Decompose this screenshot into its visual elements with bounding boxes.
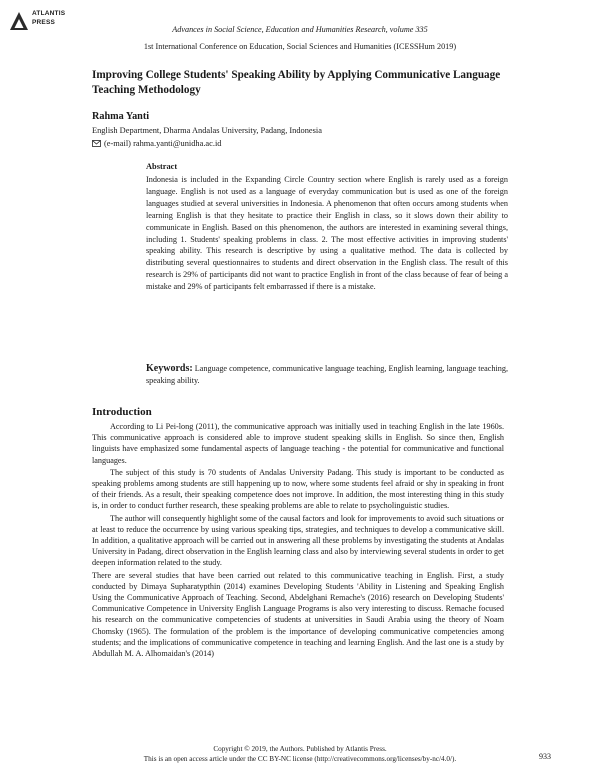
footer-copyright: Copyright © 2019, the Authors. Published by Atlantis Press. [213, 745, 387, 753]
logo-line-1: ATLANTIS [32, 10, 66, 17]
introduction-body [92, 421, 504, 659]
author-affiliation: English Department, Dharma Andalas University, Padang, Indonesia [92, 126, 322, 135]
envelope-icon [92, 140, 101, 147]
keywords-block [146, 363, 508, 387]
abstract-heading: Abstract [146, 162, 178, 171]
paper-title: Improving College Students' Speaking Ability by Applying Communicative Language Teaching Methodology [92, 69, 501, 96]
keywords-text: Language competence, communicative language teaching, English learning, language teaching, speaking ability. [146, 364, 509, 385]
journal-header: Advances in Social Science, Education and Humanities Research, volume 335 [172, 25, 428, 34]
intro-paragraph-2: The subject of this study is 70 students of Andalas University Padang. This study is important to be conducted as speaking problems among students are still happening up to now, where some students feel afraid or shy in speaking in front of their friends. As a result, their speaking competence does not improve. In addition, the most interesting thing in this study is, in order to conduct further research, these speaking problems are able to relate to psycholinguistic studies. [92, 467, 504, 511]
page-number: 933 [539, 752, 551, 761]
logo-line-2: PRESS [32, 19, 56, 26]
intro-paragraph-4: There are several studies that have been carried out related to this communicative teaching in English. First, a study conducted by Dimaya Supharatypthin (2014) examines Developing Students 'Ability in Listening and Speaking English Using the Communicative Approach of Teaching. Second, Abdelghani Remache's (2016) research on Developing Students' Communicative Competence in University English Language Programs is also very interesting to discuss. Remache focused his research on the communicative competencies of students at universities in Saudi Arabia using the theory of Noam Chomsky (1965). The formulation of the problem is the importance of developing communicative competencies among students; and the implications of communicative competence in teaching and learning English. And the last one is a study by Abdullah M. A. Alhomaidan's (2014) [92, 570, 504, 659]
abstract-text: Indonesia is included in the Expanding Circle Country section where English is rarely used as a foreign language. English is not used as a language of everyday communication but is used as one of the foreign languages studied at several universities in Indonesia. A phenomenon that often occurs among students when learning English is that they hesitate to practice their English in class, so it slows down their ability to communicate in English. Based on this phenomenon, the authors are interested in examining several things, including 1. Students' speaking problems in class. 2. The most effective activities in improving students' speaking ability. This research is descriptive by using a qualitative method. The data is collected by distributing several questionnaires to students and direct observation in the English class. The result of this research is 29% of participants did not want to practice English in front of the class because of fear of being a mistake and 29% of participants felt embarrassed if there is a mistake. [146, 175, 508, 292]
conference-header: 1st International Conference on Education, Social Sciences and Humanities (ICESSHum 2019) [143, 42, 457, 51]
footer-license: This is an open access article under the CC BY-NC license (http://creativecommons.org/licenses/by-nc/4.0/). [143, 755, 457, 763]
introduction-heading: Introduction [92, 406, 152, 418]
intro-paragraph-3: The author will consequently highlight some of the causal factors and look for improvements to avoid such situations or at least to reduce the occurrence by using various speaking tips, strategies, and techniques to develop a communicative skill. In addition, a qualitative approach will be carried out in answering all these problems by investigating the students at Andalas University in Padang, direct observation in the English learning class and also by interviewing several students in order to get deepen information related to the study. [92, 513, 504, 568]
intro-paragraph-1: According to Li Pei-long (2011), the communicative approach was initially used in teaching English in the late 1960s. This communicative approach is considered able to improve student speaking skills in English. So since then, English linguists have emphasized some fundamental aspects of language teaching - the potential for communicative and functional languages. [92, 422, 504, 465]
email-text: (e-mail) rahma.yanti@unidha.ac.id [104, 139, 222, 148]
author-email [92, 139, 221, 148]
keywords-label: Keywords: [146, 363, 193, 374]
author-name: Rahma Yanti [92, 111, 150, 122]
